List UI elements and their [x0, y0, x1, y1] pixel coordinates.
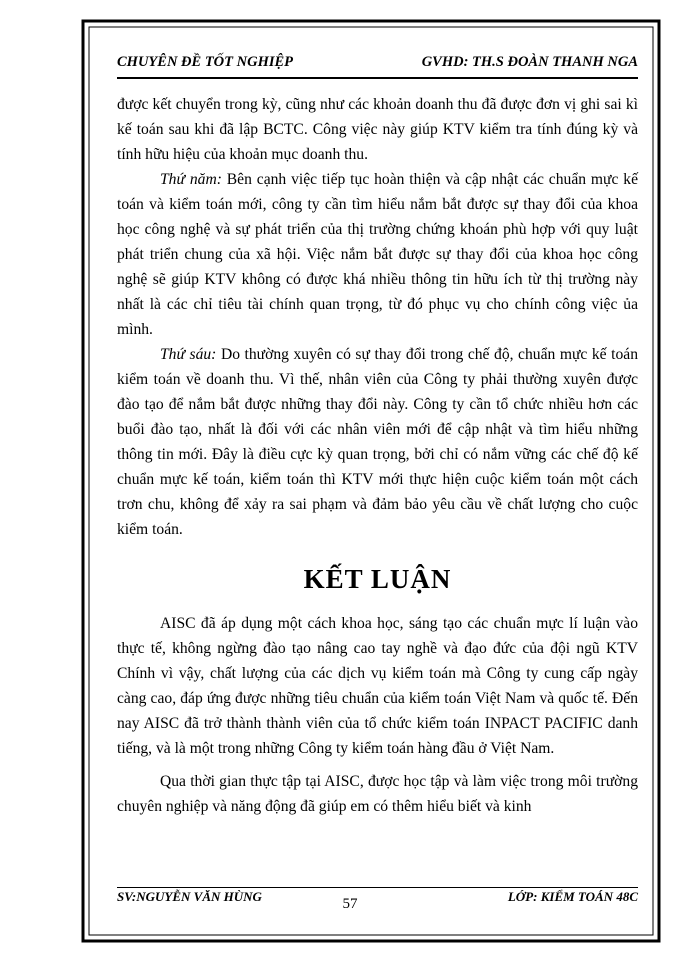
paragraph-sixth-text: Do thường xuyên có sự thay đổi trong chế độ, chuẩn mực kế toán kiểm toán về doanh thu. Vì thế, nhân viên của Công ty phải thường xuyên được đào tạo để nắm bắt được những thay đổi này. Công ty cần tổ chức nhiều hơn các buổi đào tạo, nhất là đối với các nhân viên mới để cập nhật và tìm hiểu những thông tin mới. Đây là điều cực kỳ quan trọng, bởi chỉ có nắm vững các chế độ kế chuẩn mực kế toán, kiểm toán thì KTV mới thực hiện cuộc kiểm toán một cách trơn chu, không để xảy ra sai phạm và đảm bảo yêu cầu về chất lượng cho cuộc kiểm toán. [117, 346, 639, 538]
header-thesis-title: CHUYÊN ĐỀ TỐT NGHIỆP [117, 54, 294, 70]
paragraph-fifth-lead: Thứ năm: [160, 171, 222, 188]
conclusion-heading: KẾT LUẬN [303, 564, 452, 594]
paragraph-continuation: được kết chuyển trong kỳ, cũng như các khoản doanh thu đã được đơn vị ghi sai kì kế toán sau khi đã lập BCTC. Công việc này giúp KTV kiểm tra tính đúng kỳ và tính hữu hiệu của khoản mục doanh thu. [117, 96, 638, 163]
paragraph-sixth-lead: Thứ sáu: [160, 346, 217, 363]
page-header [117, 54, 638, 76]
document-body [117, 92, 638, 819]
footer-student-name: SV:NGUYỄN VĂN HÙNG [117, 889, 262, 904]
conclusion-paragraph-1: AISC đã áp dụng một cách khoa học, sáng tạo các chuẩn mực lí luận vào thực tế, không ngừng đào tạo nâng cao tay nghề và đạo đức của đội ngũ KTV Chính vì vậy, chất lượng của các dịch vụ kiểm toán mà Công ty cung cấp ngày càng cao, đáp ứng được những tiêu chuẩn của kiểm toán Việt Nam và quốc tế. Đến nay AISC đã trở thành thành viên của tổ chức kiểm toán INPACT PACIFIC danh tiếng, và là một trong những Công ty kiểm toán hàng đầu ở Việt Nam. [117, 615, 638, 757]
paragraph-sixth [117, 342, 638, 542]
header-rule [117, 77, 638, 79]
footer-rule [117, 887, 638, 888]
conclusion-paragraph-2: Qua thời gian thực tập tại AISC, được học tập và làm việc trong môi trường chuyên nghiệp và năng động đã giúp em có thêm hiểu biết và kinh [117, 773, 638, 815]
paragraph-fifth [117, 167, 638, 342]
header-supervisor: GVHD: TH.S ĐOÀN THANH NGA [421, 54, 638, 70]
footer-class: LỚP: KIỂM TOÁN 48C [507, 889, 638, 904]
page-number: 57 [342, 896, 358, 912]
paragraph-fifth-text: Bên cạnh việc tiếp tục hoàn thiện và cập nhật các chuẩn mực kế toán và kiểm toán mới, công ty cần tìm hiểu nắm bắt được sự thay đổi của khoa học công nghệ và sự phát triển của thị trường chứng khoán phù hợp với quy luật phát triển chung của xã hội. Việc nắm bắt được sự thay đổi của khoa học công nghệ sẽ giúp KTV không có được khá nhiều thông tin hữu ích từ thị trường này nhất là các chỉ tiêu tài chính quan trọng, từ đó phục vụ cho chính công việc ủa mình. [117, 171, 639, 338]
